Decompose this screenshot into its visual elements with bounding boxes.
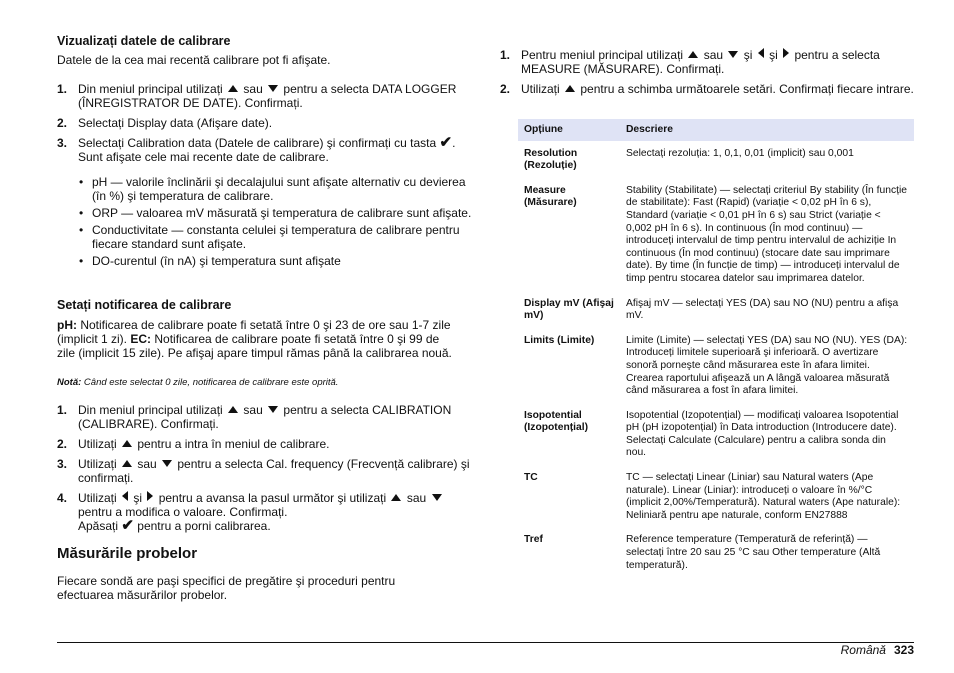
paragraph-calibration-notification — [57, 318, 452, 360]
steps-measure — [500, 48, 915, 96]
arrow-right-icon — [147, 491, 153, 501]
paragraph-sample-measurements: Fiecare sondă are paşi specifici de pregătire şi proceduri pentru efectuarea măsurărilor probelor. — [57, 574, 396, 602]
paragraph-calibration-view: Datele de la cea mai recentă calibrare pot fi afişate. — [57, 53, 331, 67]
arrow-down-icon — [162, 460, 172, 467]
arrow-left-icon — [122, 491, 128, 501]
footer-divider — [57, 642, 914, 643]
option-cell: Limits (Limite) — [524, 334, 595, 346]
table-row — [518, 328, 914, 403]
arrow-down-icon — [268, 85, 278, 92]
step-text: pentru a porni calibrarea. — [133, 519, 271, 533]
step-text: pentru a schimba următoarele setări. Confirmați fiecare intrare. — [577, 82, 914, 96]
table-row — [518, 403, 914, 465]
arrow-left-icon — [758, 48, 764, 58]
step-text: Din meniul principal utilizați — [78, 82, 227, 96]
list-item — [57, 403, 475, 431]
heading-sample-measurements: Măsurările probelor — [57, 545, 198, 562]
step-number: 1. — [500, 48, 511, 62]
option-cell: Resolution (Rezoluție) — [524, 147, 578, 172]
step-text: sau — [700, 48, 727, 62]
table-row — [518, 465, 914, 527]
step-number: 4. — [57, 491, 68, 505]
step-text: pentru a modifica o valoare. Confirmați. — [78, 505, 288, 519]
list-item — [57, 116, 475, 130]
heading-calibration-notification: Setați notificarea de calibrare — [57, 298, 232, 312]
arrow-up-icon — [228, 85, 238, 92]
step-number: 2. — [57, 437, 68, 451]
ec-text: Notificarea de calibrare poate fi setată între 0 şi 99 de zile (implicit 15 zile). Pe afişaj apare timpul rămas până la calibrarea nouă. — [57, 332, 452, 360]
step-text: Apăsați — [78, 519, 122, 533]
step-text: sau — [240, 82, 267, 96]
step-text: Din meniul principal utilizați — [78, 403, 227, 417]
calibration-data-list — [57, 175, 475, 268]
step-number: 1. — [57, 82, 68, 96]
ph-label: pH: — [57, 318, 77, 332]
table-row — [518, 141, 914, 178]
step-text: pentru a selecta Cal. frequency (Frecvență calibrare) şi confirmați. — [78, 457, 470, 485]
ec-label: EC: — [130, 332, 152, 346]
page-number: 323 — [893, 643, 914, 657]
option-cell: Isopotential (Izopotențial) — [524, 409, 589, 434]
option-cell: Measure (Măsurare) — [524, 184, 577, 209]
table-row — [518, 178, 914, 291]
arrow-up-icon — [565, 85, 575, 92]
step-text: pentru a selecta DATA LOGGER (ÎNREGISTRATOR DE DATE). Confirmați. — [78, 82, 457, 110]
note-text: Când este selectat 0 zile, notificarea de calibrare este oprită. — [81, 377, 339, 388]
checkmark-icon: ✔ — [121, 517, 134, 534]
step-text: Utilizați — [521, 82, 564, 96]
step-text: sau — [240, 403, 267, 417]
steps-calibration-notification — [57, 403, 475, 533]
column-header-option: Opțiune — [518, 119, 620, 141]
arrow-up-icon — [122, 460, 132, 467]
arrow-up-icon — [688, 51, 698, 58]
step-text: sau — [134, 457, 161, 471]
ph-text: Notificarea de calibrare poate fi setată între 0 şi 23 de ore sau 1-7 zile (implicit 1 zi). — [57, 318, 451, 346]
list-item: • Conductivitate — constanta celulei şi temperatura de calibrare pentru fiecare standard sunt afişate. — [57, 223, 475, 251]
step-text: Selectați Display data (Afişare date). — [78, 116, 273, 130]
step-text: pentru a selecta CALIBRATION (CALIBRARE). Confirmați. — [78, 403, 452, 431]
arrow-down-icon — [268, 406, 278, 413]
description-cell: Stability (Stabilitate) — selectați criteriul By stability (În funcție de stabilitate): Fast (Rapid) (variație < 0,02 pH în 6 s), Standard (variație < 0,01 pH în 6 s) sau Strict (variație < 0,002 pH în 6 s). In continuous (În mod continuu) — introduceți intervalul de timp pentru intervalul de achiziție In continuous (În mod continuu) (stocare date sau imprimare date). By time (În funcție de timp) — introduceți intervalul de timp pentru stocarea datelor sau imprimarea datelor. — [626, 184, 907, 284]
step-number: 3. — [57, 457, 68, 471]
page-footer — [841, 643, 914, 657]
step-text: pentru a intra în meniul de calibrare. — [134, 437, 330, 451]
list-item — [57, 136, 475, 164]
step-number: 2. — [57, 116, 68, 130]
description-cell: Reference temperature (Temperatură de referință) — selectați între 20 sau 25 °C sau Other temperature (Altă temperatură). — [626, 534, 881, 571]
table-header-row — [518, 119, 914, 141]
column-header-description: Descriere — [620, 119, 914, 141]
list-item: • pH — valorile înclinării şi decalajului sunt afişate alternativ cu devierea (în %) şi temperatura de calibrare. — [57, 175, 475, 203]
description-cell: Afişaj mV — selectați YES (DA) sau NO (NU) pentru a afişa mV. — [626, 297, 899, 322]
footer-language: Română — [840, 643, 886, 657]
list-item: • DO-curentul (în nA) şi temperatura sunt afişate — [57, 254, 475, 268]
step-text: pentru a selecta MEASURE (MĂSURARE). Confirmați. — [521, 48, 880, 76]
list-item — [500, 48, 915, 76]
step-text: Pentru meniul principal utilizați — [521, 48, 687, 62]
step-number: 3. — [57, 136, 68, 150]
step-text: şi — [740, 48, 756, 62]
step-text: şi — [130, 491, 146, 505]
steps-calibration-view — [57, 82, 475, 164]
step-text: Utilizați — [78, 491, 121, 505]
list-item — [57, 82, 475, 110]
step-text: . Sunt afişate cele mai recente date de calibrare. — [78, 136, 456, 164]
arrow-up-icon — [228, 406, 238, 413]
arrow-up-icon — [391, 494, 401, 501]
step-number: 2. — [500, 82, 511, 96]
list-item — [57, 491, 475, 533]
step-text: Utilizați — [78, 457, 121, 471]
list-item: • ORP — valoarea mV măsurată şi temperatura de calibrare sunt afişate. — [57, 206, 475, 220]
list-item — [57, 457, 475, 485]
arrow-down-icon — [728, 51, 738, 58]
step-text: sau — [403, 491, 430, 505]
option-cell: TC — [524, 472, 538, 484]
description-cell: Isopotential (Izopotențial) — modificați valoarea Isopotential pH (pH izopotențial) în Data introduction (Introducere date). Selectați Calculate (Calculare) pentru a calibra sonda din nou. — [626, 409, 899, 459]
option-cell: Display mV (Afişaj mV) — [524, 297, 614, 322]
options-table — [518, 119, 914, 577]
description-cell: TC — selectați Linear (Liniar) sau Natural waters (Ape naturale). Linear (Liniar): introduceți o valoare în %/°C (implicit 2,00%/Temperatură). Natural waters (Ape naturale): Neliniară pentru ape naturale, conform EN27888 — [626, 472, 901, 521]
table-row — [518, 527, 914, 577]
list-item — [57, 437, 475, 451]
option-cell: Tref — [524, 534, 543, 546]
description-cell: Selectați rezoluția: 1, 0,1, 0,01 (implicit) sau 0,001 — [626, 147, 854, 159]
note-label: Notă: — [57, 377, 82, 388]
note — [57, 376, 475, 390]
step-number: 1. — [57, 403, 68, 417]
description-cell: Limite (Limite) — selectați YES (DA) sau NO (NU). YES (DA): Introduceți limitele superioară şi inferioară. O avertizare sonoră porneşte când măsurarea este în afara limitei. Crearea raportului afişează un A lângă valoarea măsurată când măsurarea a fost în afara limitei. — [626, 334, 908, 397]
step-text: Selectați Calibration data (Datele de calibrare) şi confirmați cu tasta — [78, 136, 440, 150]
list-item — [500, 82, 915, 96]
step-text: Utilizați — [78, 437, 121, 451]
heading-calibration-view: Vizualizați datele de calibrare — [57, 34, 231, 48]
checkmark-icon: ✔ — [439, 134, 453, 151]
step-text: şi — [765, 48, 782, 62]
arrow-right-icon — [783, 48, 789, 58]
table-row — [518, 291, 914, 328]
arrow-up-icon — [122, 440, 132, 447]
step-text: pentru a avansa la pasul următor şi utilizați — [155, 491, 390, 505]
arrow-down-icon — [432, 494, 442, 501]
